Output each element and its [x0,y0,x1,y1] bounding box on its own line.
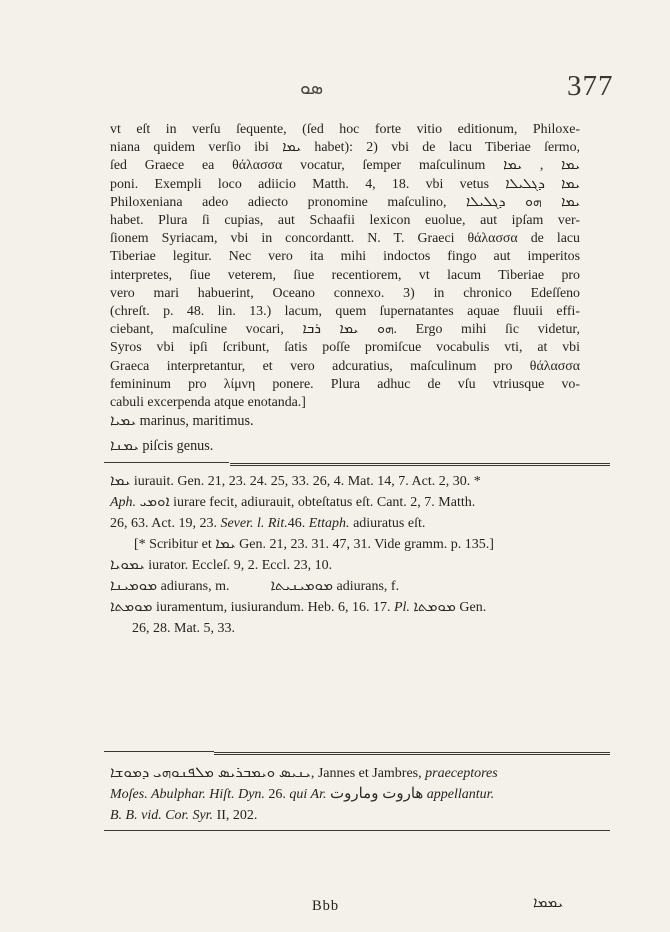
entry-gloss: piſcis genus. [142,438,214,454]
syriac-form: ܐܘܡܝ [139,494,170,510]
syriac-headword: ܝܡܐ [110,473,131,489]
oath-line-2: Aph. ܐܘܡܝ iurare fecit, adiurauit, obteſtatus eſt. Cant. 2, 7. Matth. [110,492,590,513]
note-line: Tiberiae legitur. Nec vero ita mihi indoctos fingo aut imperitos [110,249,580,265]
signature-mark: Bbb [312,898,340,914]
note-line: ſed Graece ea θάλασσα vocatur, ſemper maſculinum ܝܡܐ , ܝܡܐ [110,158,580,174]
oath-line-6: ܡܘܡܝܢܐ adiurans, m. ܡܘܡܝܢܝܬܐ adiurans, f. [110,576,590,597]
syriac-headword: ܡܘܡܝܢܐ [110,578,158,594]
catchword: ܝܡܡܐ [533,895,564,911]
note-line: vt eſt in verſu ſequente, (ſed hoc forte vitio editionum, Philoxe- [110,122,580,137]
header-mark: ܣܘ [300,78,324,99]
syriac-headword: ܝܡܝܐ [110,413,137,429]
bottom-rule [104,830,610,831]
note-line: femininum pro λίμνη ponere. Plura adhuc de vſu vtriusque vo- [110,376,580,392]
jannes-line-1: ܝܢܝܣ ܘܝܡܒܪܝܣ ܡܠܦܢܘܗܝ ܕܡܘܫܐ, Jannes et Jambres, praeceptores [110,763,590,784]
note-line: cabuli excerpenda atque enotanda.] [110,395,306,411]
entry-piscis [110,437,590,456]
oath-line-1: ܝܡܐ iurauit. Gen. 21, 23. 24. 25, 33. 26, 4. Mat. 14, 7. Act. 2, 30. * [110,471,590,492]
note-line: Philoxeniana adeo adiecto pronomine maſculino, ܝܡܐ ܗܘ ܕܓܠܝܠܐ [110,194,580,210]
oath-line-8: 26, 28. Mat. 5, 33. [132,621,236,636]
section-rule [230,463,610,466]
aph-label: Aph. [110,495,137,510]
note-line: niana quidem verſio ibi ܝܡܐ habet): 2) vbi de lacu Tiberiae ſermo, [110,140,580,156]
arabic-form: هاروت وماروت [330,786,424,802]
note-line: habet. Plura ſi cupias, aut Schaafii lexicon euolue, aut ipſam ver- [110,213,580,229]
note-line: vero mari habuerint, Oceano connexo. 3) in chronico Edeſſeno [110,285,580,301]
oath-line-3: 26, 63. Act. 19, 23. Sever. l. Rit.46. Ettaph. adiuratus eſt. [110,516,426,531]
note-line: (chreſt. p. 48. lin. 13.) lacum, quem ſupernatantes aquae fluuii effi- [110,304,580,320]
note-line: ciebant, maſculine vocari, ܗܘ ܝܡܐ ܪܒܐ. Ergo mihi ſic videtur, [110,322,580,338]
page-number: 377 [567,70,614,102]
note-line: Syros vbi ipſi ſcribunt, ſatis poſſe promiſcue vocabulis vti, at vbi [110,340,580,356]
syriac-headword: ܡܘܡܝܢܝܬܐ [270,578,333,594]
syriac-headword: ܡܘܡܬܐ [110,599,153,615]
note-line: Graeca interpretantur, et vero adcuratius, maſculinum pro θάλασσα [110,358,580,374]
oath-entry [110,471,590,639]
note-line: ſionem Syriacam, vbi in concordantt. N. T. Graeci θάλασσα de lacu [110,231,580,247]
sea-entries [110,412,590,456]
syriac-form: ܝܡܐ [215,536,236,552]
oath-line-4: [* Scribitur et ܝܡܐ Gen. 21, 23. 31. 47, 31. Vide gramm. p. 135.] [110,534,590,555]
syriac-form: ܡܘܡܬܐ [413,599,456,615]
oath-line-7: ܡܘܡܬܐ iuramentum, iusiurandum. Heb. 6, 16. 17. Pl. ܡܘܡܬܐ Gen. [110,597,590,618]
section-rule [214,752,610,755]
jannes-line-3: B. B. vid. Cor. Syr. II, 202. [110,808,258,823]
oath-line-5: ܝܡܘܝܐ iurator. Eccleſ. 9, 2. Eccl. 23, 10. [110,555,590,576]
note-line: interpretes, ſiue veterem, ſiue recentiorem, vt lacum Tiberiae pro [110,267,580,283]
jannes-entry [110,763,590,826]
syriac-headword: ܝܡܢܐ [110,438,139,454]
entry-marinus [110,412,590,431]
note-paragraph [110,121,580,412]
syriac-heading: ܝܢܝܣ ܘܝܡܒܪܝܣ ܡܠܦܢܘܗܝ ܕܡܘܫܐ [110,765,311,781]
jannes-line-2: Moſes. Abulphar. Hiſt. Dyn. 26. qui Ar. هاروت وماروت appellantur. [110,784,590,805]
entry-gloss: marinus, maritimus. [139,413,254,429]
short-rule [104,751,214,752]
note-line: poni. Exempli loco adiicio Matth. 4, 18. vbi vetus ܝܡܐ ܕܓܠܝܠܐ [110,176,580,192]
syriac-headword: ܝܡܘܝܐ [110,557,145,573]
short-rule [104,462,229,463]
